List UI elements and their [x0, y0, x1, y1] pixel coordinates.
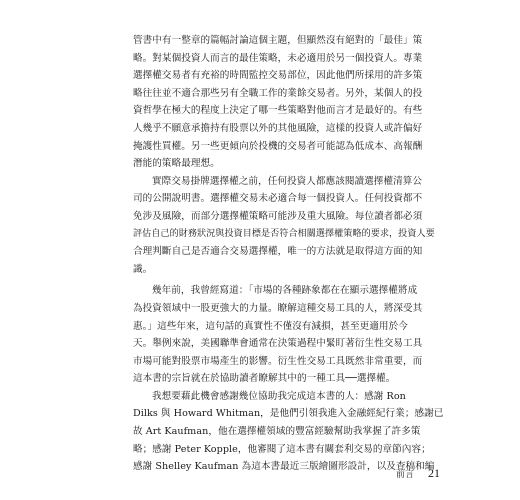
text-line: Dilks 與 Howard Whitman，是他們引領我進入金融經紀行業；感謝已	[133, 408, 444, 420]
paragraph-market	[133, 282, 423, 388]
text-line: 略；感謝 Peter Kopple，他審閱了這本書有關套利交易的章節內容；	[133, 443, 431, 455]
text-line: 感謝 Shelley Kaufman 為這本書最近三版繪圖形設計，以及查稿和編	[133, 461, 435, 473]
text-line: 幾年前，我曾經寫道：「市場的各種跡象都在在顯示選擇權將成	[152, 285, 418, 297]
text-line: 人幾乎不願意承擔持有股票以外的其他風險，這樣的投資人或許偏好	[133, 122, 423, 134]
text-line: 我想要藉此機會感謝幾位協助我完成這本書的人：感謝 Ron	[152, 390, 406, 402]
section-label: 前言	[395, 470, 414, 480]
text-line: 掩護性買權。另一些更傾向於投機的交易者可能認為低成本、高報酬	[133, 140, 423, 152]
text-line: 潛能的策略最理想。	[133, 158, 220, 170]
text-line: 資哲學在極大的程度上決定了哪一些策略對他而言才是最好的。有些	[133, 105, 423, 117]
text-line: 免涉及風險，而部分選擇權策略可能涉及重大風險。每位讀者都必須	[133, 210, 423, 222]
text-line: 管書中有一整章的篇幅討論這個主題，但顯然沒有絕對的「最佳」策	[133, 35, 423, 46]
paragraph-strategy	[133, 32, 423, 173]
page-footer	[330, 466, 440, 486]
text-line: 司的公開說明書。選擇權交易未必適合每一個投資人。任何投資都不	[133, 193, 423, 205]
text-line: 識。	[133, 263, 153, 275]
text-line: 略往往並不適合那些另有全職工作的業餘交易者。另外，某個人的投	[133, 87, 423, 99]
text-line: 故 Art Kaufman，他在選擇權領域的豐富經驗幫助我掌握了許多策	[133, 426, 421, 438]
paragraph-prospectus	[133, 173, 435, 279]
text-line: 略。對某個投資人而言的最佳策略，未必適用於另一個投資人。專業	[133, 52, 423, 64]
text-line: 選擇權交易者有充裕的時間監控交易部位，因此他們所採用的許多策	[133, 70, 423, 82]
text-line: 為投資領域中一股更強大的力量。瞭解這種交易工具的人，將深受其	[133, 302, 423, 314]
text-line: 市場可能對股票市場產生的影響。衍生性交易工具既然非常重要，而	[133, 355, 423, 367]
text-line: 實際交易掛牌選擇權之前，任何投資人都應該閱讀選擇權清算公	[152, 175, 423, 187]
text-line: 合理判斷自己是否適合交易選擇權，唯一的方法就是取得這方面的知	[133, 246, 423, 258]
text-line: 天。舉例來說，美國聯準會通常在決策過程中緊盯著衍生性交易工具	[133, 338, 423, 350]
page-number: 21	[428, 466, 440, 480]
text-line: 惠。」這些年來，這句話的真實性不僅沒有減損，甚至更適用於今	[133, 320, 408, 332]
text-line: 評估自己的財務狀況與投資目標是否符合相關選擇權策略的要求，投資人要	[133, 228, 435, 239]
text-line: 這本書的宗旨就在於協助讀者瞭解其中的一種工具──選擇權。	[133, 373, 396, 385]
